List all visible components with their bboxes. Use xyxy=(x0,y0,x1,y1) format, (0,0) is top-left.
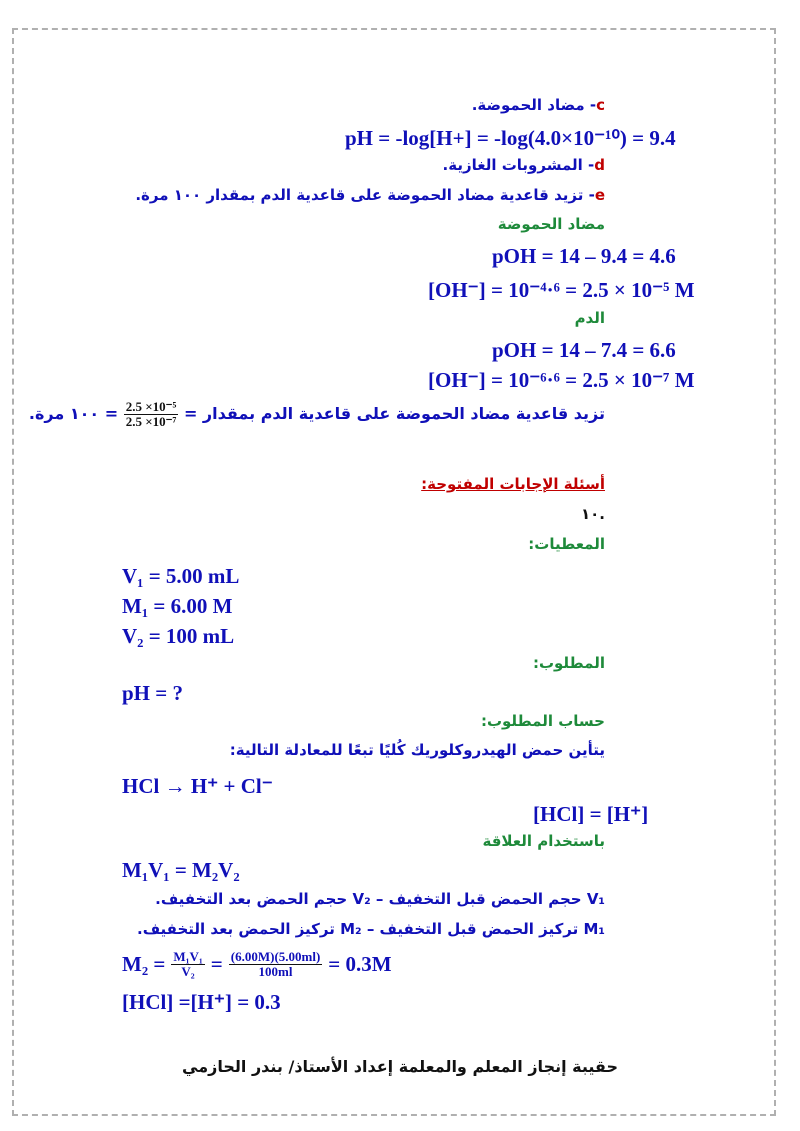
dilution-equation: M₁V₁ = M₂V₂ xyxy=(122,858,240,882)
ph-unknown: pH = ? xyxy=(122,681,183,705)
item-c-label: c xyxy=(596,96,605,114)
m2-lhs: M₂ = xyxy=(122,952,166,976)
item-c xyxy=(472,96,605,114)
final-result: [HCl] =[H⁺] = 0.3 xyxy=(122,990,281,1014)
item-d-label: d xyxy=(594,156,605,174)
ionization-text: يتأين حمض الهيدروكلوريك كُليًا تبعًا للمعادلة التالية: xyxy=(229,741,605,759)
ratio-line xyxy=(29,400,605,429)
m2-fraction-1-numerator: M₁V₁ xyxy=(173,949,203,964)
givens-heading: المعطيات: xyxy=(528,535,605,553)
antacid-poh: pOH = 14 – 9.4 = 4.6 xyxy=(492,244,676,268)
item-e xyxy=(135,186,605,204)
ratio-prefix: تزيد قاعدية مضاد الحموضة على قاعدية الدم بمقدار = xyxy=(183,404,605,423)
eq-ph: pH = -log[H+] = -log(4.0×10⁻¹⁰) = 9.4 xyxy=(345,126,676,150)
item-e-label: e xyxy=(594,186,605,204)
m2-calculation xyxy=(122,950,392,979)
footer: حقيبة إنجاز المعلم والمعلمة إعداد الأستاذ/ بندر الحازمي xyxy=(182,1057,618,1076)
m2-fraction-2-numerator: (6.00M)(5.00ml) xyxy=(230,949,321,964)
hcl-equals-h: [HCl] = [H⁺] xyxy=(533,802,649,826)
ratio-numerator: 2.5 ×10⁻⁵ xyxy=(125,399,177,414)
m2-fraction-2-denominator: 100ml xyxy=(258,964,293,979)
ratio-denominator: 2.5 ×10⁻⁷ xyxy=(125,414,177,429)
item-c-text: - مضاد الحموضة. xyxy=(471,96,597,114)
given-v1: V₁ = 5.00 mL xyxy=(122,564,240,588)
item-d xyxy=(443,156,605,174)
item-d-text: - المشروبات الغازية. xyxy=(442,156,595,174)
antacid-heading: مضاد الحموضة xyxy=(497,215,605,233)
required-heading: المطلوب: xyxy=(532,654,605,672)
blood-oh: [OH⁻] = 10⁻⁶·⁶ = 2.5 × 10⁻⁷ M xyxy=(428,368,695,392)
question-number: .١٠ xyxy=(580,505,605,523)
m2-result: = 0.3M xyxy=(328,952,392,976)
blood-heading: الدم xyxy=(574,309,605,327)
calc-heading: حساب المطلوب: xyxy=(480,712,605,730)
item-e-text: - تزيد قاعدية مضاد الحموضة على قاعدية الدم بمقدار ١٠٠ مرة. xyxy=(135,186,595,204)
given-v2: V₂ = 100 mL xyxy=(122,624,235,648)
v-explain: V₁ حجم الحمض قبل التخفيف – V₂ حجم الحمض بعد التخفيف. xyxy=(155,890,605,908)
m2-equals: = xyxy=(210,952,223,976)
reaction-equation: HCl → H⁺ + Cl⁻ xyxy=(122,774,273,798)
antacid-oh: [OH⁻] = 10⁻⁴·⁶ = 2.5 × 10⁻⁵ M xyxy=(428,278,695,302)
using-relation: باستخدام العلاقة xyxy=(482,832,605,850)
m2-fraction-2 xyxy=(229,950,323,979)
m-explain: M₁ تركيز الحمض قبل التخفيف – M₂ تركيز الحمض بعد التخفيف. xyxy=(137,920,605,938)
m2-fraction-1 xyxy=(171,950,204,979)
m2-fraction-1-denominator: V₂ xyxy=(181,964,195,979)
given-m1: M₁ = 6.00 M xyxy=(122,594,233,618)
open-questions-heading: أسئلة الإجابات المفتوحة: xyxy=(421,475,605,493)
ratio-suffix: = ١٠٠ مرة. xyxy=(28,404,119,423)
ratio-fraction xyxy=(124,400,179,429)
blood-poh: pOH = 14 – 7.4 = 6.6 xyxy=(492,338,676,362)
